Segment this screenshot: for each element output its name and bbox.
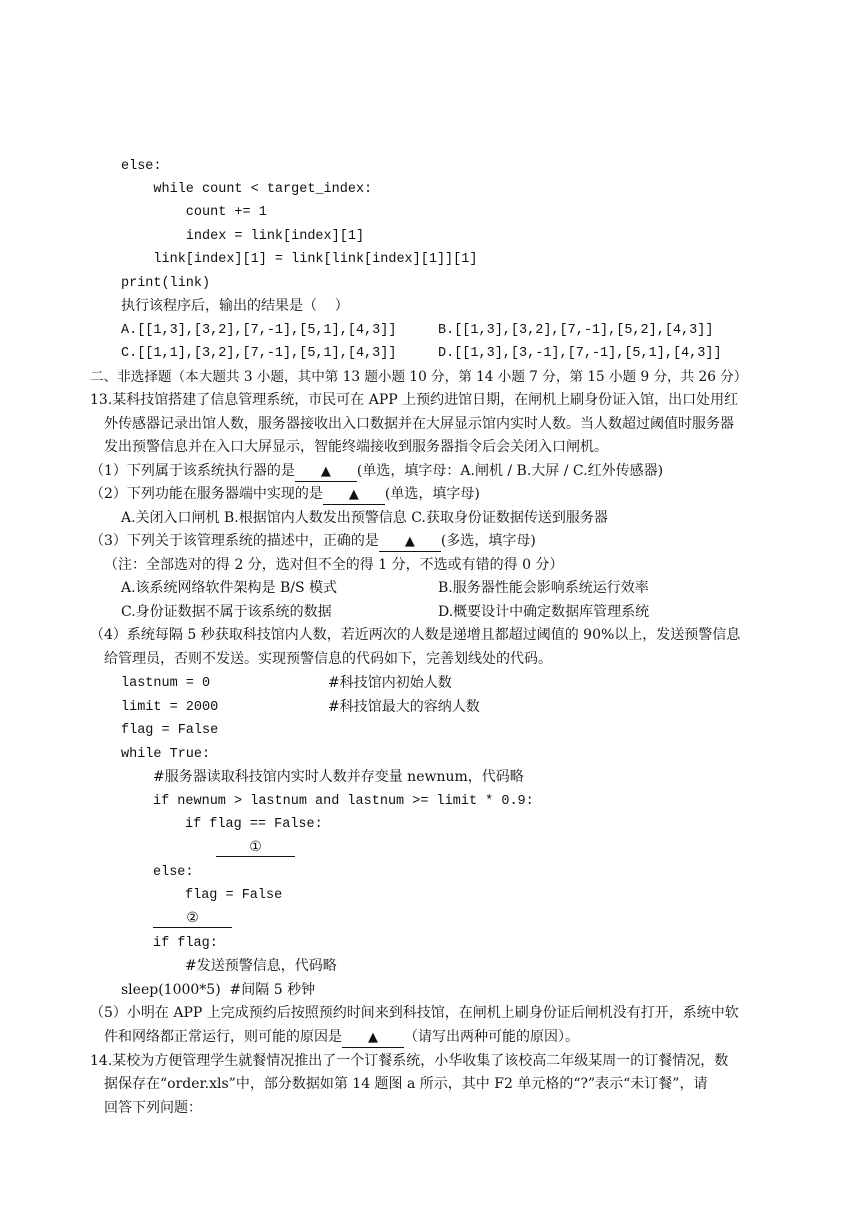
q13-part1 xyxy=(90,460,663,483)
part-text: （请写出两种可能的原因）。 xyxy=(404,1029,579,1045)
code-line: sleep(1000*5) #间隔 5 秒钟 xyxy=(121,982,316,998)
part-text: (单选，填字母) xyxy=(384,486,480,502)
code-blank-1 xyxy=(216,836,295,859)
triangle-icon: ▲ xyxy=(320,464,331,479)
code-line: else: xyxy=(121,159,162,174)
answer-blank[interactable]: ② xyxy=(153,909,232,928)
triangle-icon: ▲ xyxy=(348,487,359,502)
code-line: limit = 2000 xyxy=(121,700,219,715)
part-text: (多选，填字母) xyxy=(440,533,536,549)
q14-intro: 据保存在“order.xls”中，部分数据如第 14 题图 a 所示，其中 F2 单元格的“?”表示“未订餐”，请 xyxy=(104,1076,708,1092)
answer-blank[interactable] xyxy=(295,462,357,482)
code-line: flag = False xyxy=(185,888,283,903)
q14-intro: 回答下列问题： xyxy=(104,1100,202,1116)
option-b: B.服务器性能会影响系统运行效率 xyxy=(438,580,649,596)
part-text: （2）下列功能在服务器端中实现的是 xyxy=(90,486,323,502)
q13-part4: 给管理员，否则不发送。实现预警信息的代码如下，完善划线处的代码。 xyxy=(104,651,552,667)
option-c: C.身份证数据不属于该系统的数据 xyxy=(121,604,332,620)
q13-intro: 13.某科技馆搭建了信息管理系统，市民可在 APP 上预约进馆日期，在闸机上刷身份证入馆，出口处用红 xyxy=(90,392,739,408)
code-comment: #科技馆最大的容纳人数 xyxy=(328,699,480,715)
answer-blank[interactable] xyxy=(379,532,441,552)
option-b: B.[[1,3],[3,2],[7,-1],[5,2],[4,3]] xyxy=(438,323,714,338)
answer-blank[interactable]: ① xyxy=(216,838,295,857)
code-blank-2 xyxy=(153,907,232,930)
q13-part5: （5）小明在 APP 上完成预约后按照预约时间来到科技馆，在闸机上刷身份证后闸机没有打开，系统中软 xyxy=(90,1005,739,1021)
code-line: flag = False xyxy=(121,723,219,738)
option-d: D.概要设计中确定数据库管理系统 xyxy=(438,604,650,620)
q13-part4: （4）系统每隔 5 秒获取科技馆内人数，若近两次的人数是递增且都超过阈值的 90%以上，发送预警信息 xyxy=(90,627,741,643)
part-text: 件和网络都正常运行，则可能的原因是 xyxy=(104,1029,342,1045)
code-line: if flag: xyxy=(153,936,218,951)
triangle-icon: ▲ xyxy=(368,1030,378,1045)
q13-part2 xyxy=(90,483,480,506)
option-d: D.[[1,3],[3,-1],[7,-1],[5,1],[4,3]] xyxy=(438,346,722,361)
q13-intro: 外传感器记录出馆人数，服务器接收出入口数据并在大屏显示馆内实时人数。当人数超过阈值时服务器 xyxy=(104,416,734,432)
q13-intro: 发出预警信息并在入口大屏显示，智能终端接收到服务器指令后会关闭入口闸机。 xyxy=(104,439,608,455)
q13-part2-options: A.关闭入口闸机 B.根据馆内人数发出预警信息 C.获取身份证数据传送到服务器 xyxy=(121,510,608,526)
code-line: link[index][1] = link[link[index][1]][1] xyxy=(121,252,478,267)
q13-part3-note: （注：全部选对的得 2 分，选对但不全的得 1 分，不选或有错的得 0 分） xyxy=(104,557,564,573)
option-c: C.[[1,1],[3,2],[7,-1],[5,1],[4,3]] xyxy=(121,346,397,361)
triangle-icon: ▲ xyxy=(404,534,415,549)
part-text: (单选，填字母：A.闸机 / B.大屏 / C.红外传感器) xyxy=(356,463,664,479)
part-text: （3）下列关于该管理系统的描述中，正确的是 xyxy=(90,533,379,549)
code-line: while True: xyxy=(121,747,211,762)
option-a: A.该系统网络软件架构是 B/S 模式 xyxy=(121,580,338,596)
code-line: print(link) xyxy=(121,276,211,291)
option-a: A.[[1,3],[3,2],[7,-1],[5,1],[4,3]] xyxy=(121,323,397,338)
q14-intro: 14.某校为方便管理学生就餐情况推出了一个订餐系统，小华收集了该校高二年级某周一的订餐情况，数 xyxy=(90,1053,729,1069)
code-line: else: xyxy=(153,865,194,880)
answer-blank[interactable] xyxy=(342,1028,404,1048)
answer-blank[interactable] xyxy=(323,485,385,505)
question-stem: 执行该程序后，输出的结果是（ ） xyxy=(121,298,349,314)
code-comment: #科技馆内初始人数 xyxy=(328,675,452,691)
section-heading: 二、非选择题（本大题共 3 小题，其中第 13 题小题 10 分，第 14 小题 7 分，第 15 小题 9 分，共 26 分） xyxy=(90,369,748,385)
code-line: if flag == False: xyxy=(185,817,323,832)
code-comment: #服务器读取科技馆内实时人数并存变量 newnum，代码略 xyxy=(153,769,524,785)
q13-part5 xyxy=(104,1026,579,1049)
code-line: while count < target_index: xyxy=(121,182,373,197)
code-line: if newnum > lastnum and lastnum >= limit * 0.9: xyxy=(153,794,534,809)
code-line: count += 1 xyxy=(121,205,267,220)
q13-part3 xyxy=(90,530,536,553)
part-text: （1）下列属于该系统执行器的是 xyxy=(90,463,295,479)
code-comment: #发送预警信息，代码略 xyxy=(185,958,337,974)
code-line: lastnum = 0 xyxy=(121,676,211,691)
code-line: index = link[index][1] xyxy=(121,229,365,244)
